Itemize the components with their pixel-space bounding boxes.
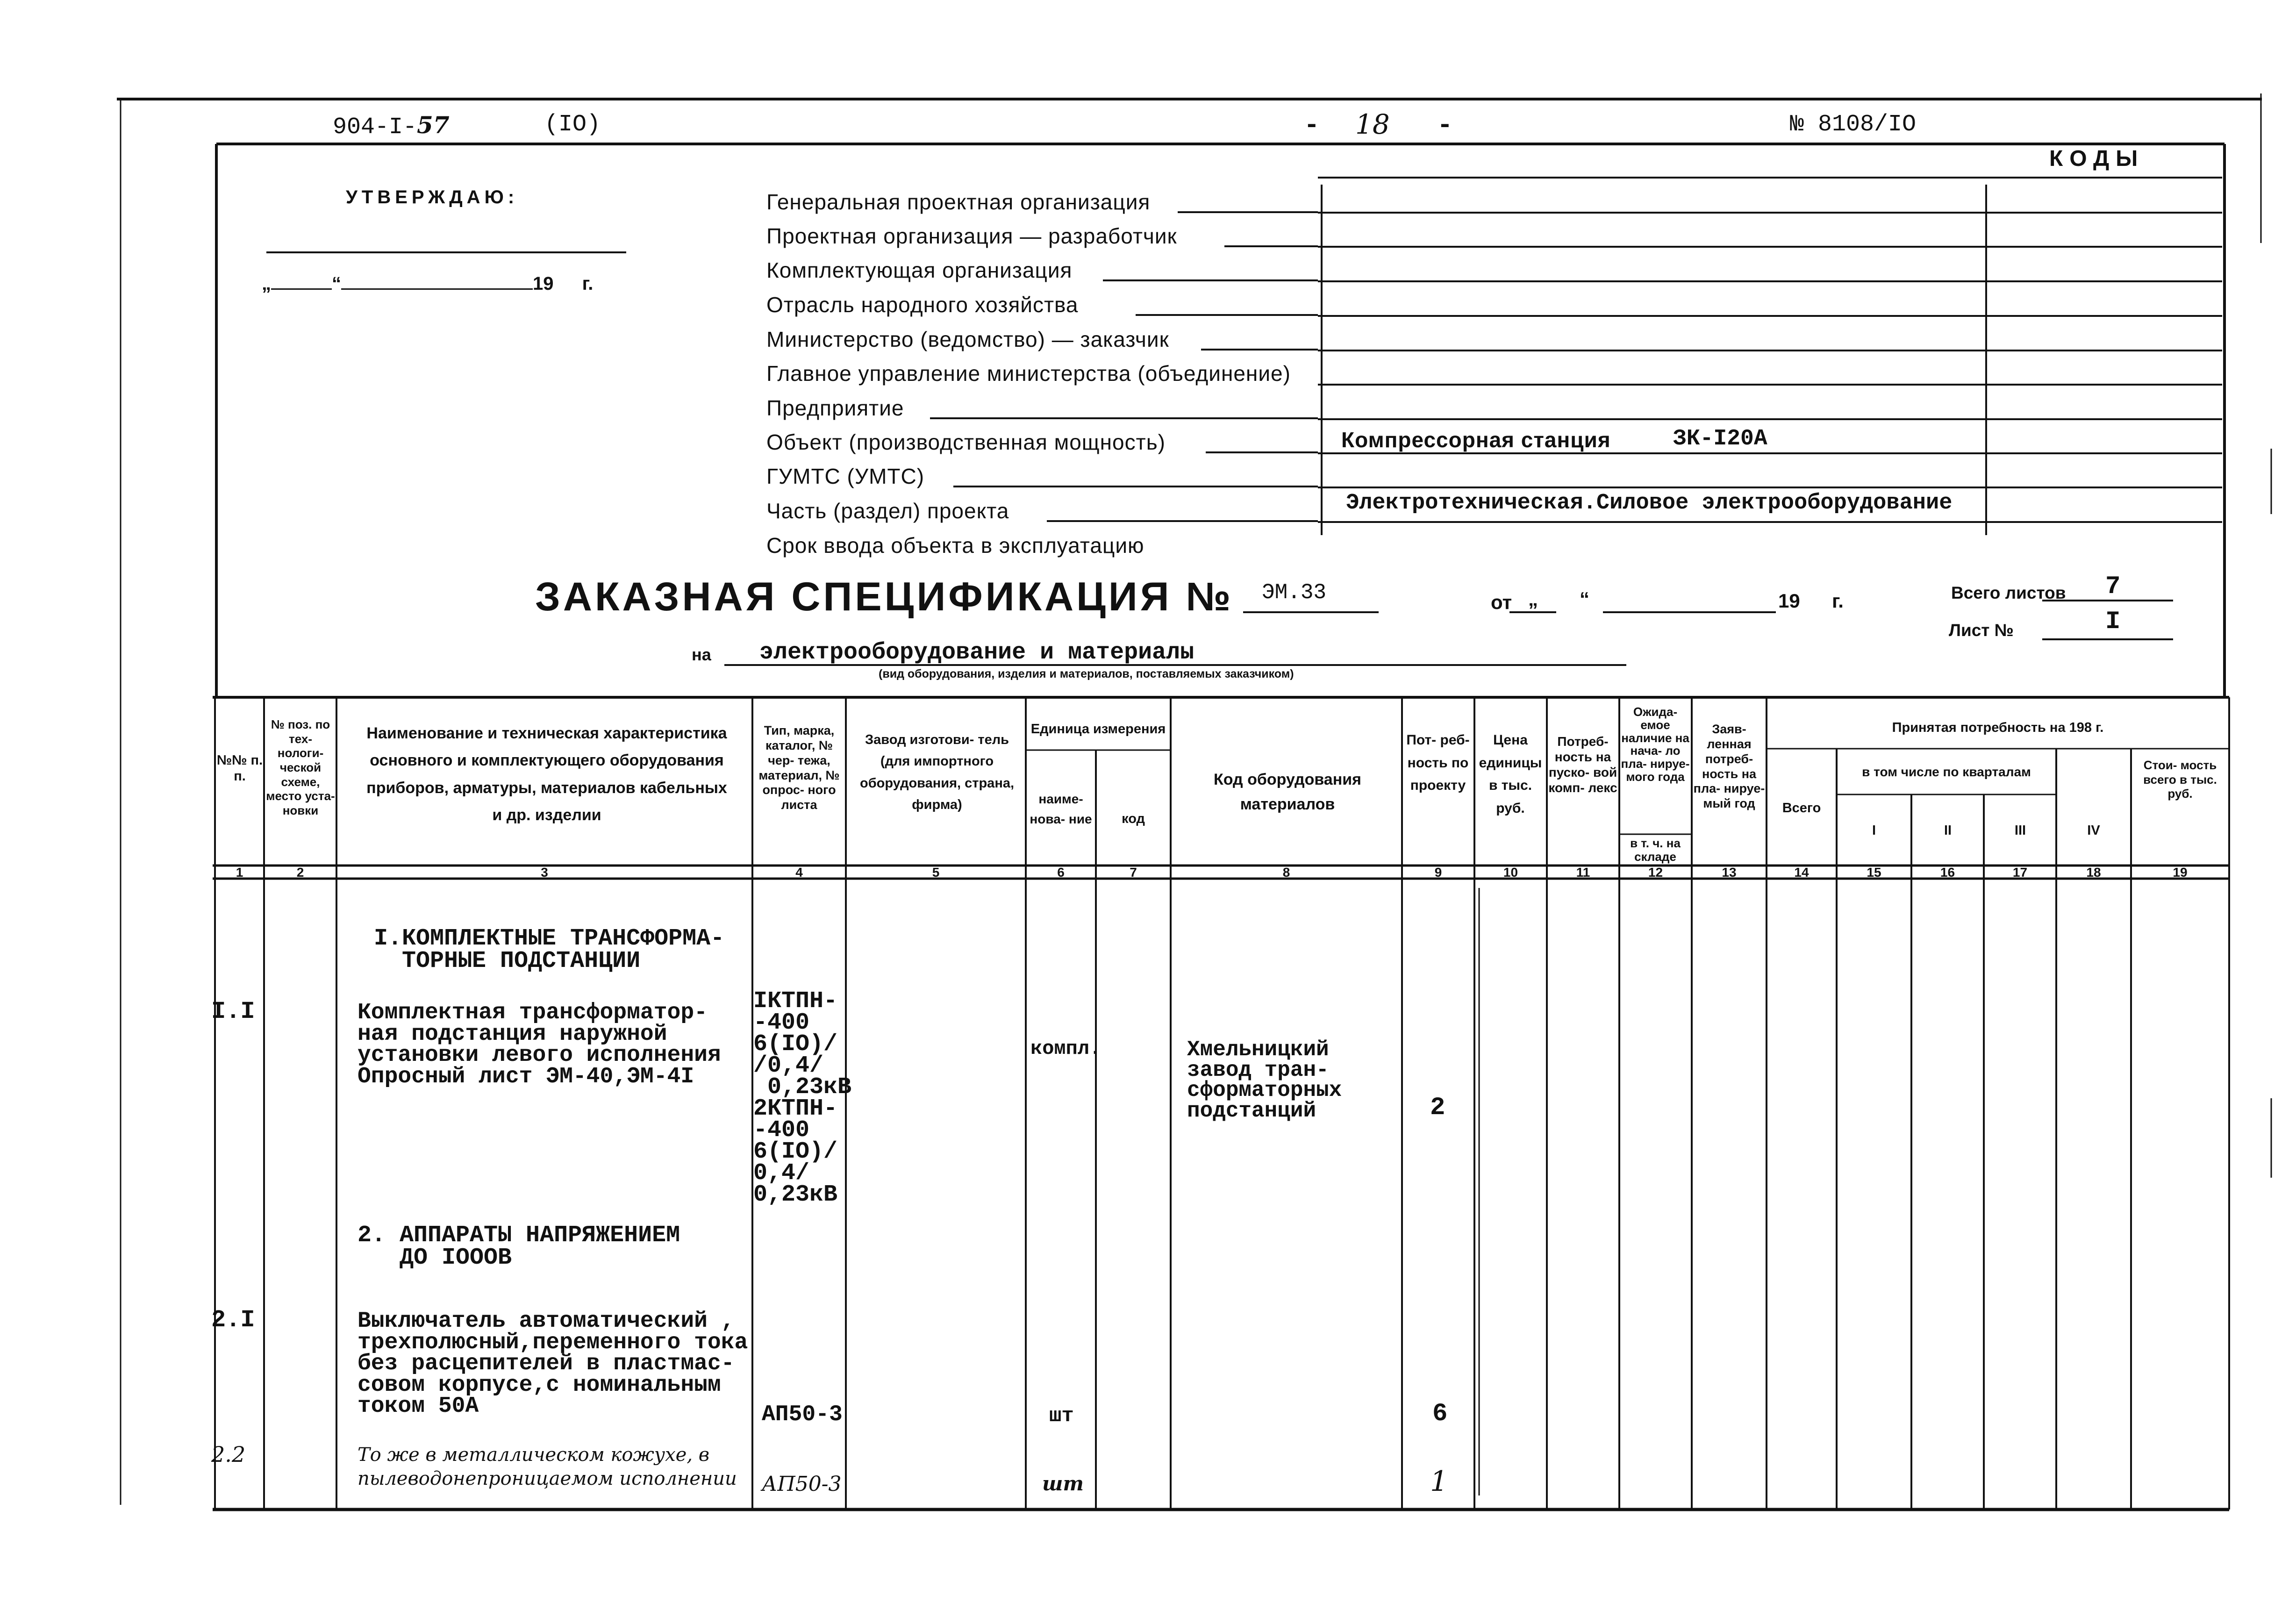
- doc-number-hand: 57: [417, 111, 450, 139]
- doc-number: 904-I-57: [333, 111, 450, 141]
- header-accepted-need: Принятая потребность на 198 г.: [1892, 720, 2104, 735]
- header-c18: IV: [2087, 823, 2100, 838]
- header-c15: I: [1872, 823, 1876, 838]
- from-year: 19: [1778, 590, 1800, 612]
- row-type: АП50-3: [762, 1472, 842, 1496]
- row-manufacturer: Хмельницкий завод тран- сформаторных подстанций: [1187, 1037, 1342, 1123]
- row-name: Выключатель автоматический , трехполюсный,переменного тока без расцепителей в пластмас- совом корпусе,с номинальным током 50А: [358, 1309, 748, 1419]
- col-num-18: 18: [2086, 865, 2101, 880]
- col-num-8: 8: [1282, 865, 1290, 880]
- field-gumts: ГУМТС (УМТС): [766, 464, 925, 488]
- col-num-15: 15: [1867, 865, 1881, 880]
- row-number: 2.2: [211, 1442, 246, 1467]
- registration-number: № 8108/IO: [1790, 111, 1917, 138]
- header-c6: наиме- нова- ние: [1030, 792, 1092, 827]
- col-num-13: 13: [1722, 865, 1737, 880]
- row-unit: шт: [1049, 1404, 1074, 1428]
- header-c2: № поз. по тех- нологи- ческой схеме, место уста- новки: [266, 717, 335, 818]
- field-general-org: Генеральная проектная организация: [766, 190, 1151, 214]
- col-num-16: 16: [1940, 865, 1955, 880]
- spec-title: ЗАКАЗНАЯ СПЕЦИФИКАЦИЯ №: [535, 574, 1234, 619]
- approval-date: [262, 273, 593, 294]
- from-label: от: [1491, 591, 1512, 613]
- row-number: I.I: [211, 998, 255, 1025]
- row-unit: шт: [1042, 1472, 1084, 1495]
- section-heading-transformers: I.КОМПЛЕКТНЫЕ ТРАНСФОРМА- ТОРНЫЕ ПОДСТАНЦИИ: [374, 925, 725, 974]
- field-ministry: Министерство (ведомство) — заказчик: [766, 327, 1169, 351]
- row-unit: компл.: [1030, 1037, 1102, 1060]
- field-completing-org: Комплектующая организация: [766, 258, 1073, 282]
- row-name: Комплектная трансформатор- ная подстанция наружной установки левого исполнения Опросный лист ЭМ-40,ЭМ-4I: [358, 1000, 721, 1089]
- header-c5: Завод изготови- тель (для импортного оборудования, страна, фирма): [859, 732, 1015, 813]
- row-name: То же в металлическом кожухе, в пылеводонепроницаемом исполнении: [358, 1444, 737, 1490]
- header-c16: II: [1944, 823, 1952, 838]
- page-number: 18: [1355, 108, 1390, 140]
- subject-caption: (вид оборудования, изделия и материалов, поставляемых заказчиком): [879, 667, 1294, 680]
- col-num-5: 5: [932, 865, 940, 880]
- spec-subject: электрооборудование и материалы: [759, 639, 1194, 666]
- section-heading-apparatus: 2. АППАРАТЫ НАПРЯЖЕНИЕМ ДО IOOOВ: [358, 1222, 680, 1271]
- from-open-quote: „: [1528, 588, 1538, 610]
- header-unit: Единица измерения: [1030, 722, 1166, 737]
- header-c7: код: [1122, 811, 1145, 826]
- row-qty: 2: [1430, 1094, 1445, 1122]
- col-num-19: 19: [2173, 865, 2188, 880]
- field-project-part: Часть (раздел) проекта: [766, 499, 1009, 523]
- row-qty: 1: [1430, 1465, 1448, 1498]
- approval-year: 19: [533, 273, 554, 294]
- date-open-quote: „: [262, 273, 271, 294]
- field-commissioning: Срок ввода объекта в эксплуатацию: [766, 533, 1144, 558]
- col-num-14: 14: [1794, 865, 1809, 880]
- col-num-6: 6: [1057, 865, 1065, 880]
- sheets-total-label: Всего листов: [1951, 583, 2066, 602]
- sheet-no: I: [2105, 608, 2121, 636]
- col-num-10: 10: [1503, 865, 1518, 880]
- project-part-value: Электротехническая.Силовое электрооборудование: [1346, 491, 1953, 515]
- row-number: 2.I: [211, 1306, 255, 1334]
- header-c12: Ожида- емое наличие на нача- ло пла- нируе- мого года: [1621, 705, 1690, 784]
- header-c1: №№ п. п.: [216, 753, 263, 784]
- from-close-quote: “: [1580, 588, 1589, 610]
- header-c3: Наименование и техническая характеристика основного и комплектующего оборудования приборов, арматуры, материалов кабельных и др. изделии: [366, 724, 727, 824]
- from-year-letter: г.: [1832, 590, 1844, 612]
- field-object: Объект (производственная мощность): [766, 430, 1166, 454]
- on-label: на: [692, 645, 711, 664]
- codes-title: КОДЫ: [2049, 146, 2145, 171]
- field-enterprise: Предприятие: [766, 396, 904, 420]
- header-c17: III: [2014, 823, 2026, 838]
- header-c11: Потреб- ность на пуско- вой комп- лекс: [1548, 734, 1617, 795]
- sheet-no-label: Лист №: [1949, 621, 2014, 640]
- approval-year-letter: г.: [582, 273, 594, 294]
- col-num-1: 1: [236, 865, 243, 880]
- variant-code: (IO): [544, 111, 601, 138]
- header-c19: Стои- мость всего в тыс. руб.: [2143, 758, 2217, 801]
- row-qty: 6: [1432, 1400, 1448, 1428]
- col-num-11: 11: [1576, 865, 1590, 880]
- field-project-org: Проектная организация — разработчик: [766, 224, 1177, 248]
- page-dash-left: -: [1304, 110, 1320, 140]
- approval-label: УТВЕРЖДАЮ:: [346, 187, 519, 207]
- object-value: Компрессорная станция: [1341, 428, 1611, 452]
- header-c12b: в т. ч. на складе: [1630, 836, 1681, 864]
- row-type: IКТПН- -400 6(IO)/ /0,4/ 0,23кВ 2КТПН- -400 6(IO)/ 0,4/ 0,23кВ: [753, 988, 852, 1208]
- header-c10: Цена единицы в тыс. руб.: [1479, 732, 1542, 816]
- header-c4: Тип, марка, каталог, № чер- тежа, материал, № опрос- ного листа: [758, 723, 840, 812]
- field-main-directorate: Главное управление министерства (объединение): [766, 361, 1291, 386]
- row-type: АП50-3: [762, 1402, 843, 1427]
- header-quarters: в том числе по кварталам: [1862, 765, 2031, 779]
- page-dash-right: -: [1437, 110, 1453, 140]
- date-close-quote: “: [332, 273, 341, 294]
- col-num-2: 2: [296, 865, 304, 880]
- col-num-12: 12: [1648, 865, 1663, 880]
- col-num-7: 7: [1130, 865, 1137, 880]
- spec-number: ЭМ.33: [1262, 580, 1327, 605]
- object-code-value: ЗК-I20А: [1673, 426, 1767, 451]
- col-num-9: 9: [1434, 865, 1442, 880]
- header-c9: Пот- реб- ность по проекту: [1406, 732, 1470, 794]
- header-c8: Код оборудования материалов: [1213, 771, 1361, 813]
- col-num-17: 17: [2012, 865, 2028, 880]
- sheets-total: 7: [2105, 572, 2121, 601]
- field-industry: Отрасль народного хозяйства: [766, 293, 1079, 317]
- col-num-3: 3: [541, 865, 548, 880]
- header-c13: Заяв- ленная потреб- ность на пла- нируе- мый год: [1693, 722, 1765, 811]
- header-c14: Всего: [1782, 801, 1821, 816]
- col-num-4: 4: [795, 865, 803, 880]
